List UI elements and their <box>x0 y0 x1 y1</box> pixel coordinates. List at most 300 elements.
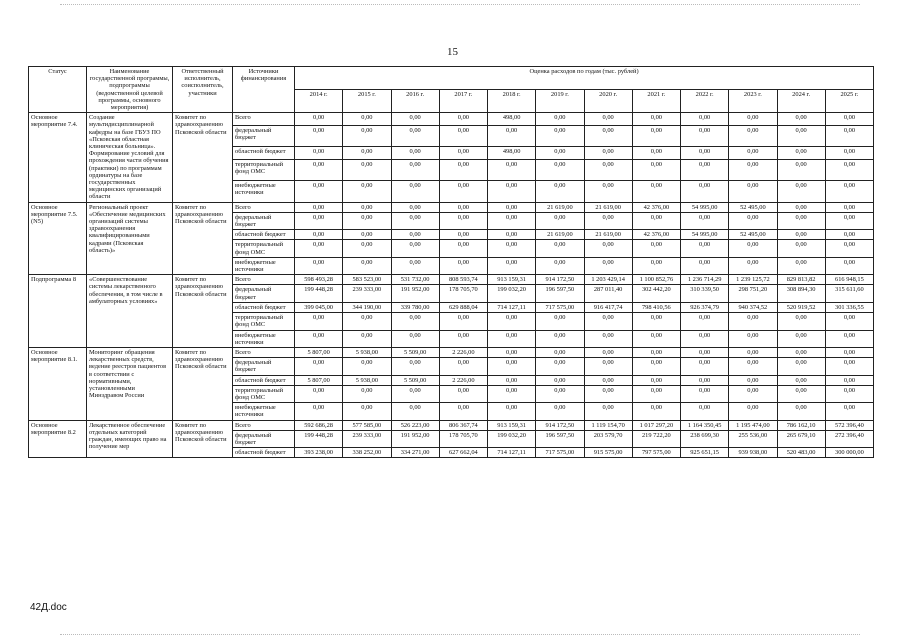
value-cell: 338 252,00 <box>343 448 391 458</box>
value-cell: 786 162,10 <box>777 420 825 430</box>
row-source: федеральный бюджет <box>233 285 295 302</box>
value-cell: 0,00 <box>777 403 825 420</box>
value-cell: 0,00 <box>391 240 439 257</box>
value-cell: 0,00 <box>536 147 584 160</box>
value-cell: 1 017 297,20 <box>632 420 680 430</box>
value-cell: 0,00 <box>391 159 439 180</box>
value-cell: 913 159,31 <box>488 275 536 285</box>
value-cell: 0,00 <box>439 403 487 420</box>
value-cell: 916 417,74 <box>584 302 632 312</box>
row-source: Всего <box>233 275 295 285</box>
value-cell: 0,00 <box>295 230 343 240</box>
value-cell: 526 223,00 <box>391 420 439 430</box>
value-cell: 0,00 <box>488 375 536 385</box>
value-cell: 0,00 <box>391 313 439 330</box>
value-cell: 0,00 <box>777 347 825 357</box>
row-status: Основное мероприятие 8.2 <box>29 420 87 458</box>
value-cell: 0,00 <box>343 403 391 420</box>
value-cell: 0,00 <box>488 313 536 330</box>
value-cell: 310 339,50 <box>681 285 729 302</box>
value-cell: 0,00 <box>439 330 487 347</box>
value-cell: 0,00 <box>584 347 632 357</box>
row-source: внебюджетные источники <box>233 330 295 347</box>
value-cell: 0,00 <box>681 113 729 126</box>
value-cell: 0,00 <box>439 202 487 212</box>
value-cell: 0,00 <box>391 385 439 402</box>
row-source: внебюджетные источники <box>233 181 295 202</box>
row-source: федеральный бюджет <box>233 430 295 447</box>
value-cell: 344 190,00 <box>343 302 391 312</box>
value-cell: 0,00 <box>488 330 536 347</box>
value-cell: 1 236 714,29 <box>681 275 729 285</box>
row-source: областной бюджет <box>233 375 295 385</box>
value-cell: 0,00 <box>584 403 632 420</box>
value-cell: 5 509,00 <box>391 375 439 385</box>
value-cell: 1 195 474,00 <box>729 420 777 430</box>
value-cell: 0,00 <box>343 159 391 180</box>
value-cell: 0,00 <box>295 181 343 202</box>
value-cell: 0,00 <box>681 240 729 257</box>
table-row <box>29 275 874 285</box>
value-cell: 0,00 <box>295 147 343 160</box>
value-cell: 0,00 <box>391 202 439 212</box>
value-cell: 0,00 <box>681 181 729 202</box>
value-cell: 0,00 <box>777 125 825 146</box>
value-cell: 0,00 <box>343 147 391 160</box>
value-cell: 0,00 <box>343 230 391 240</box>
value-cell: 0,00 <box>825 257 873 274</box>
row-source: федеральный бюджет <box>233 212 295 229</box>
value-cell: 1 119 154,70 <box>584 420 632 430</box>
header-status: Статус <box>29 67 87 113</box>
value-cell: 0,00 <box>777 240 825 257</box>
value-cell: 0,00 <box>439 212 487 229</box>
table-body <box>29 113 874 458</box>
value-cell: 0,00 <box>439 113 487 126</box>
value-cell: 0,00 <box>488 202 536 212</box>
value-cell: 301 336,55 <box>825 302 873 312</box>
value-cell: 498,00 <box>488 147 536 160</box>
value-cell: 0,00 <box>729 257 777 274</box>
value-cell: 0,00 <box>825 125 873 146</box>
value-cell: 0,00 <box>825 147 873 160</box>
value-cell: 572 396,40 <box>825 420 873 430</box>
value-cell: 0,00 <box>584 147 632 160</box>
value-cell: 0,00 <box>439 147 487 160</box>
value-cell: 0,00 <box>681 147 729 160</box>
value-cell: 0,00 <box>536 313 584 330</box>
value-cell: 0,00 <box>536 212 584 229</box>
row-source: федеральный бюджет <box>233 358 295 375</box>
value-cell: 0,00 <box>729 330 777 347</box>
value-cell: 0,00 <box>488 230 536 240</box>
value-cell: 334 271,00 <box>391 448 439 458</box>
value-cell: 0,00 <box>632 347 680 357</box>
value-cell: 5 938,00 <box>343 375 391 385</box>
value-cell: 0,00 <box>632 147 680 160</box>
row-source: Всего <box>233 113 295 126</box>
value-cell: 925 651,15 <box>681 448 729 458</box>
value-cell: 616 948,15 <box>825 275 873 285</box>
value-cell: 0,00 <box>729 113 777 126</box>
header-year: 2018 г. <box>488 90 536 113</box>
row-name: «Совершенствование системы лекарственного обеспечения, в том числе в амбулаторных условиях» <box>87 275 173 348</box>
value-cell: 0,00 <box>391 257 439 274</box>
value-cell: 287 011,40 <box>584 285 632 302</box>
header-year: 2015 г. <box>343 90 391 113</box>
value-cell: 0,00 <box>488 212 536 229</box>
value-cell: 498,00 <box>488 113 536 126</box>
value-cell: 203 579,70 <box>584 430 632 447</box>
value-cell: 0,00 <box>632 159 680 180</box>
value-cell: 0,00 <box>391 212 439 229</box>
value-cell: 1 164 350,45 <box>681 420 729 430</box>
value-cell: 0,00 <box>391 125 439 146</box>
scan-bottom-edge <box>60 634 860 635</box>
value-cell: 0,00 <box>825 403 873 420</box>
value-cell: 531 732,00 <box>391 275 439 285</box>
header-name: Наименование государственной программы, подпрограммы (ведомственной целевой программы, основного мероприятия) <box>87 67 173 113</box>
value-cell: 255 536,00 <box>729 430 777 447</box>
row-source: федеральный бюджет <box>233 125 295 146</box>
value-cell: 520 483,00 <box>777 448 825 458</box>
value-cell: 0,00 <box>681 125 729 146</box>
value-cell: 0,00 <box>439 159 487 180</box>
row-source: областной бюджет <box>233 302 295 312</box>
value-cell: 714 127,11 <box>488 448 536 458</box>
value-cell: 0,00 <box>584 125 632 146</box>
value-cell: 0,00 <box>536 125 584 146</box>
value-cell: 0,00 <box>777 181 825 202</box>
value-cell: 0,00 <box>729 375 777 385</box>
value-cell: 0,00 <box>584 159 632 180</box>
value-cell: 42 376,00 <box>632 202 680 212</box>
value-cell: 308 894,30 <box>777 285 825 302</box>
value-cell: 0,00 <box>825 212 873 229</box>
value-cell: 0,00 <box>343 330 391 347</box>
value-cell: 0,00 <box>681 159 729 180</box>
value-cell: 0,00 <box>632 240 680 257</box>
value-cell: 0,00 <box>343 212 391 229</box>
value-cell: 0,00 <box>681 257 729 274</box>
value-cell: 0,00 <box>536 347 584 357</box>
value-cell: 0,00 <box>681 385 729 402</box>
value-cell: 0,00 <box>536 385 584 402</box>
value-cell: 598 493,28 <box>295 275 343 285</box>
value-cell: 21 619,00 <box>536 230 584 240</box>
value-cell: 238 699,30 <box>681 430 729 447</box>
value-cell: 0,00 <box>777 375 825 385</box>
header-executor: Ответственный исполнитель, соисполнитель, участники <box>173 67 233 113</box>
row-executor: Комитет по здравоохранению Псковской области <box>173 275 233 348</box>
table-header-row <box>29 67 874 90</box>
value-cell: 0,00 <box>729 159 777 180</box>
value-cell: 302 442,20 <box>632 285 680 302</box>
row-source: территориальный фонд ОМС <box>233 313 295 330</box>
value-cell: 0,00 <box>343 313 391 330</box>
header-year: 2016 г. <box>391 90 439 113</box>
value-cell: 300 000,00 <box>825 448 873 458</box>
value-cell: 806 367,74 <box>439 420 487 430</box>
value-cell: 0,00 <box>825 347 873 357</box>
value-cell: 0,00 <box>488 125 536 146</box>
value-cell: 0,00 <box>295 403 343 420</box>
row-source: Всего <box>233 202 295 212</box>
table-row <box>29 347 874 357</box>
value-cell: 196 597,50 <box>536 430 584 447</box>
value-cell: 0,00 <box>681 347 729 357</box>
value-cell: 0,00 <box>391 358 439 375</box>
budget-table <box>28 66 874 458</box>
value-cell: 520 919,52 <box>777 302 825 312</box>
value-cell: 199 032,20 <box>488 285 536 302</box>
value-cell: 583 523,00 <box>343 275 391 285</box>
value-cell: 0,00 <box>729 358 777 375</box>
value-cell: 0,00 <box>295 313 343 330</box>
value-cell: 54 995,00 <box>681 230 729 240</box>
value-cell: 199 448,28 <box>295 430 343 447</box>
value-cell: 0,00 <box>488 240 536 257</box>
value-cell: 0,00 <box>825 113 873 126</box>
value-cell: 797 575,00 <box>632 448 680 458</box>
value-cell: 0,00 <box>295 330 343 347</box>
value-cell: 915 575,00 <box>584 448 632 458</box>
value-cell: 0,00 <box>391 403 439 420</box>
value-cell: 0,00 <box>439 358 487 375</box>
value-cell: 0,00 <box>632 125 680 146</box>
value-cell: 0,00 <box>343 113 391 126</box>
scan-top-edge <box>60 4 860 5</box>
value-cell: 2 226,00 <box>439 375 487 385</box>
page-number: 15 <box>447 46 458 58</box>
value-cell: 0,00 <box>295 125 343 146</box>
value-cell: 0,00 <box>632 385 680 402</box>
value-cell: 0,00 <box>825 230 873 240</box>
value-cell: 0,00 <box>584 330 632 347</box>
value-cell: 0,00 <box>439 230 487 240</box>
value-cell: 272 396,40 <box>825 430 873 447</box>
header-year: 2014 г. <box>295 90 343 113</box>
value-cell: 0,00 <box>825 375 873 385</box>
value-cell: 393 238,00 <box>295 448 343 458</box>
row-executor: Комитет по здравоохранению Псковской области <box>173 202 233 275</box>
value-cell: 0,00 <box>343 181 391 202</box>
value-cell: 0,00 <box>777 202 825 212</box>
value-cell: 0,00 <box>343 257 391 274</box>
value-cell: 0,00 <box>536 181 584 202</box>
row-status: Основное мероприятие 7.5. (N5) <box>29 202 87 275</box>
value-cell: 239 333,00 <box>343 285 391 302</box>
value-cell: 808 593,74 <box>439 275 487 285</box>
value-cell: 0,00 <box>825 202 873 212</box>
value-cell: 940 374,52 <box>729 302 777 312</box>
header-year: 2025 г. <box>825 90 873 113</box>
value-cell: 0,00 <box>729 181 777 202</box>
value-cell: 5 807,00 <box>295 347 343 357</box>
row-source: Всего <box>233 420 295 430</box>
value-cell: 0,00 <box>632 375 680 385</box>
value-cell: 0,00 <box>777 230 825 240</box>
value-cell: 0,00 <box>777 257 825 274</box>
value-cell: 0,00 <box>681 403 729 420</box>
row-source: областной бюджет <box>233 230 295 240</box>
value-cell: 0,00 <box>343 125 391 146</box>
row-name: Мониторинг обращения лекарственных средств, ведение реестров пациентов в соответствии с нормативными, установленными Минздравом России <box>87 347 173 420</box>
value-cell: 0,00 <box>777 147 825 160</box>
value-cell: 0,00 <box>584 385 632 402</box>
header-year: 2019 г. <box>536 90 584 113</box>
value-cell: 0,00 <box>439 385 487 402</box>
value-cell: 0,00 <box>632 212 680 229</box>
value-cell: 714 127,11 <box>488 302 536 312</box>
header-year: 2022 г. <box>681 90 729 113</box>
value-cell: 315 611,60 <box>825 285 873 302</box>
value-cell: 196 597,50 <box>536 285 584 302</box>
value-cell: 0,00 <box>488 358 536 375</box>
value-cell: 0,00 <box>729 385 777 402</box>
value-cell: 339 780,00 <box>391 302 439 312</box>
value-cell: 0,00 <box>536 113 584 126</box>
value-cell: 0,00 <box>825 159 873 180</box>
value-cell: 0,00 <box>295 113 343 126</box>
value-cell: 926 374,79 <box>681 302 729 312</box>
value-cell: 0,00 <box>632 358 680 375</box>
row-status: Подпрограмма 8 <box>29 275 87 348</box>
value-cell: 191 952,00 <box>391 285 439 302</box>
value-cell: 0,00 <box>729 313 777 330</box>
header-year: 2024 г. <box>777 90 825 113</box>
value-cell: 2 226,00 <box>439 347 487 357</box>
table-row <box>29 113 874 126</box>
value-cell: 0,00 <box>295 240 343 257</box>
value-cell: 0,00 <box>632 257 680 274</box>
value-cell: 0,00 <box>584 181 632 202</box>
value-cell: 0,00 <box>584 313 632 330</box>
value-cell: 0,00 <box>681 313 729 330</box>
value-cell: 0,00 <box>343 240 391 257</box>
value-cell: 178 705,70 <box>439 285 487 302</box>
value-cell: 0,00 <box>825 181 873 202</box>
value-cell: 298 751,20 <box>729 285 777 302</box>
value-cell: 0,00 <box>681 375 729 385</box>
value-cell: 914 172,50 <box>536 420 584 430</box>
value-cell: 0,00 <box>825 358 873 375</box>
value-cell: 0,00 <box>439 257 487 274</box>
value-cell: 627 662,04 <box>439 448 487 458</box>
value-cell: 219 722,20 <box>632 430 680 447</box>
value-cell: 592 686,28 <box>295 420 343 430</box>
value-cell: 717 575,00 <box>536 448 584 458</box>
value-cell: 0,00 <box>777 159 825 180</box>
row-source: территориальный фонд ОМС <box>233 385 295 402</box>
table-row <box>29 420 874 430</box>
value-cell: 0,00 <box>584 257 632 274</box>
value-cell: 21 619,00 <box>584 230 632 240</box>
value-cell: 0,00 <box>536 358 584 375</box>
row-executor: Комитет по здравоохранению Псковской области <box>173 113 233 202</box>
row-source: областной бюджет <box>233 448 295 458</box>
value-cell: 0,00 <box>439 125 487 146</box>
row-source: территориальный фонд ОМС <box>233 240 295 257</box>
row-name: Лекарственное обеспечение отдельных категорий граждан, имеющих право на получение мер <box>87 420 173 458</box>
table-row <box>29 202 874 212</box>
value-cell: 0,00 <box>343 385 391 402</box>
value-cell: 0,00 <box>681 358 729 375</box>
row-source: областной бюджет <box>233 147 295 160</box>
row-status: Основное мероприятие 8.1. <box>29 347 87 420</box>
value-cell: 798 410,56 <box>632 302 680 312</box>
value-cell: 829 813,82 <box>777 275 825 285</box>
value-cell: 0,00 <box>488 385 536 402</box>
value-cell: 913 159,31 <box>488 420 536 430</box>
header-sources: Источники финансирования <box>233 67 295 113</box>
value-cell: 0,00 <box>632 181 680 202</box>
value-cell: 0,00 <box>488 347 536 357</box>
value-cell: 0,00 <box>777 113 825 126</box>
value-cell: 42 376,00 <box>632 230 680 240</box>
value-cell: 0,00 <box>439 240 487 257</box>
value-cell: 1 203 429,14 <box>584 275 632 285</box>
value-cell: 0,00 <box>488 403 536 420</box>
header-year: 2023 г. <box>729 90 777 113</box>
row-executor: Комитет по здравоохранению Псковской области <box>173 420 233 458</box>
value-cell: 0,00 <box>584 113 632 126</box>
value-cell: 0,00 <box>536 375 584 385</box>
value-cell: 5 509,00 <box>391 347 439 357</box>
value-cell: 0,00 <box>439 181 487 202</box>
value-cell: 0,00 <box>536 159 584 180</box>
value-cell: 0,00 <box>729 212 777 229</box>
value-cell: 629 888,04 <box>439 302 487 312</box>
value-cell: 0,00 <box>584 375 632 385</box>
value-cell: 0,00 <box>777 358 825 375</box>
file-name-footer: 42Д.doc <box>30 602 67 613</box>
value-cell: 0,00 <box>343 202 391 212</box>
value-cell: 5 938,00 <box>343 347 391 357</box>
value-cell: 0,00 <box>295 202 343 212</box>
value-cell: 0,00 <box>488 159 536 180</box>
value-cell: 0,00 <box>729 147 777 160</box>
value-cell: 0,00 <box>584 240 632 257</box>
value-cell: 717 575,00 <box>536 302 584 312</box>
value-cell: 0,00 <box>391 330 439 347</box>
value-cell: 52 495,00 <box>729 202 777 212</box>
value-cell: 0,00 <box>825 385 873 402</box>
value-cell: 0,00 <box>632 313 680 330</box>
value-cell: 0,00 <box>536 240 584 257</box>
value-cell: 0,00 <box>729 347 777 357</box>
value-cell: 0,00 <box>391 147 439 160</box>
value-cell: 0,00 <box>295 212 343 229</box>
value-cell: 0,00 <box>343 358 391 375</box>
row-name: Региональный проект «Обеспечение медицинских организаций системы здравоохранения квалифицированными кадрами (Псковская область)» <box>87 202 173 275</box>
value-cell: 191 952,00 <box>391 430 439 447</box>
value-cell: 0,00 <box>584 358 632 375</box>
header-year: 2021 г. <box>632 90 680 113</box>
value-cell: 0,00 <box>729 125 777 146</box>
value-cell: 939 938,00 <box>729 448 777 458</box>
value-cell: 0,00 <box>536 330 584 347</box>
value-cell: 0,00 <box>391 230 439 240</box>
value-cell: 0,00 <box>536 257 584 274</box>
value-cell: 199 032,20 <box>488 430 536 447</box>
header-year: 2020 г. <box>584 90 632 113</box>
value-cell: 0,00 <box>295 257 343 274</box>
value-cell: 0,00 <box>729 240 777 257</box>
value-cell: 0,00 <box>295 385 343 402</box>
header-year: 2017 г. <box>439 90 487 113</box>
value-cell: 577 585,00 <box>343 420 391 430</box>
